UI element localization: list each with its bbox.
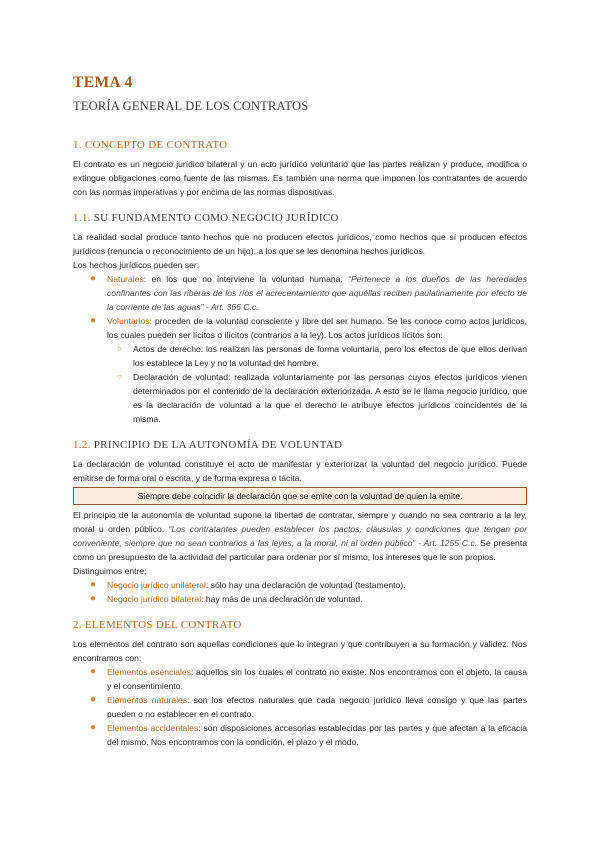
list-item-term: Negocio jurídico bilateral (107, 594, 202, 604)
list-item-term: Naturales (107, 274, 144, 284)
list-item (73, 592, 527, 606)
paragraph-text-end: Se presenta como un presupuesto de la actividad del particular para ordenar por sí mismo, los intereses que le son propios. (73, 538, 527, 562)
list-item (73, 272, 527, 314)
list-item-text: : sólo hay una declaración de voluntad (testamento). (205, 580, 406, 590)
section-1-1-list-intro: Los hechos jurídicos pueden ser: (73, 260, 200, 270)
actos-sublist (107, 342, 527, 426)
list-item-term: Elementos accidentales (107, 723, 199, 733)
list-item-text: : son disposiciones accesorias establecidas por las partes y que afectan a la eficacia del mismo. Nos encontramos con la condición, el plazo y el modo. (107, 723, 527, 747)
section-1-2-text: La declaración de voluntad constituye el acto de manifestar y exteriorizar la voluntad del negocio jurídico. Puede emitirse de forma oral o escrita, y de forma expresa o tácita. (73, 459, 527, 483)
list-item-text: : proceden de la voluntad consciente y libre del ser humano. Se les conoce como actos jurídicos, los cuales pueden ser lícitos o ilícitos (contrarios a la ley). Los actos jurídicos lícitos son: (107, 316, 527, 340)
bullet-icon: ● (90, 666, 97, 677)
section-1-1-number: 1.1. (73, 212, 91, 224)
tema-title: TEMA 4 (73, 74, 133, 91)
hechos-list (73, 272, 527, 426)
elementos-list (73, 665, 527, 749)
section-1-2-paragraph (73, 508, 527, 564)
sublist-item (107, 342, 527, 370)
list-item-term: Voluntarios (107, 316, 150, 326)
bullet-icon: ● (90, 722, 97, 733)
highlight-box: Siempre debe coincidir la declaración que se emite con la voluntad de quien la emite. (73, 487, 527, 505)
list-item-term: Elementos naturales (107, 695, 188, 705)
list-item-text: : en los que no interviene la voluntad humana. (143, 274, 349, 284)
negocio-list (73, 578, 527, 606)
section-2-text: Los elementos del contrato son aquellas condiciones que lo integran y que contribuyen a su formación y validez. Nos encontramos con: (73, 639, 527, 663)
section-2-heading: 2. ELEMENTOS DEL CONTRATO (73, 619, 242, 631)
bullet-icon: ● (90, 593, 97, 604)
bullet-icon: ● (90, 694, 97, 705)
list-item-term: Elementos esenciales (107, 667, 191, 677)
list-item (73, 693, 527, 721)
list-item (73, 721, 527, 749)
section-1-1-heading (73, 211, 527, 225)
list-item-text: : hay más de una declaración de voluntad. (201, 594, 363, 604)
sublist-item-text: Declaración de voluntad: realizada voluntariamente por las personas cuyos efectos jurídicos vienen determinados por el contenido de la declaración exteriorizada. A esto se le llama negocio jurídico, que es la declaración de voluntad a la que el derecho le atribuye efectos jurídicos coincidentes de la misma. (133, 372, 527, 424)
bullet-icon: ● (90, 273, 97, 284)
paragraph-text: El principio de la autonomía de voluntad supone la libertad de contratar, siempre y cuando no sea contrario a la ley, moral u orden público. (73, 510, 527, 534)
sublist-item-text: Actos de derecho: los realizan las personas de forma voluntaria, pero los efectos de que ellos derivan los establece la Ley y no la voluntad del hombre. (133, 344, 527, 368)
list-item (73, 578, 527, 592)
section-1-1-text: La realidad social produce tanto hechos que no producen efectos jurídicos, como hechos que sí producen efectos jurídicos (renuncia o reconocimiento de un hijo), a los que se les denomina hechos jurídicos. (73, 232, 527, 256)
sublist-item (107, 370, 527, 426)
bullet-icon: ● (90, 315, 97, 326)
section-1-2-list-intro: Distinguimos entre: (73, 566, 147, 576)
section-1-heading: 1. CONCEPTO DE CONTRATO (73, 139, 228, 151)
list-item-term: Negocio jurídico unilateral (107, 580, 206, 590)
bullet-icon: ● (90, 579, 97, 590)
tema-subtitle: TEORÍA GENERAL DE LOS CONTRATOS (73, 99, 309, 113)
list-item-text: : aquellos sin los cuales el contrato no existe. Nos encontramos con el objeto, la causa y el consentimiento. (107, 667, 527, 691)
section-1-2-number: 1.2. (73, 439, 91, 451)
section-1-1-title: SU FUNDAMENTO COMO NEGOCIO JURÍDICO (93, 212, 339, 224)
list-item (73, 665, 527, 693)
section-1-2-heading (73, 438, 527, 452)
list-item (73, 314, 527, 426)
paragraph-quote: “Los contratantes pueden establecer los pactos, cláusulas y condiciones que tengan por conveniente, siempre que no sean contrarios a las leyes, a la moral, ni al orden público” - Art. 1255 C.c. (73, 524, 528, 548)
list-item-text: : son los efectos naturales que cada negocio jurídico lleva consigo y que las partes pueden o no establecer en el contrato. (107, 695, 528, 719)
section-1-2-title: PRINCIPIO DE LA AUTONOMÍA DE VOLUNTAD (93, 439, 343, 451)
circle-bullet-icon: ○ (117, 344, 122, 353)
circle-bullet-icon: ○ (117, 372, 122, 381)
section-1-text: El contrato es un negocio jurídico bilateral y un acto jurídico voluntario que las partes realizan y produce, modifica o extingue obligaciones como fuente de las mismas. Es también una norma que imponen los contratantes de acuerdo con las normas imperativas y por encima de las normas dispositivas. (73, 159, 527, 197)
list-item-quote: “Pertenece a los dueños de las heredades confinantes con las riberas de los ríos el acrecentamiento que aquéllas reciben paulatinamente por efecto de la corriente de las aguas” - Art. 366 C.c. (107, 274, 528, 312)
